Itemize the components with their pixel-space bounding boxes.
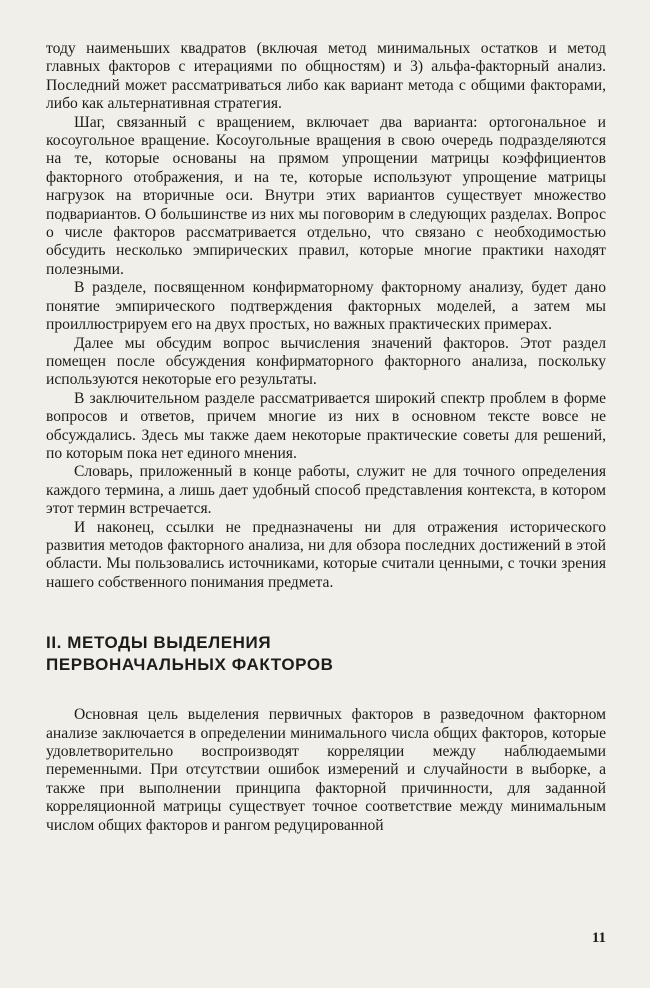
section-heading xyxy=(46,632,606,676)
page-number: 11 xyxy=(591,930,606,946)
paragraph-rotation: Шаг, связанный с вращением, включает два варианта: ортогональное и косоугольное вращение. Косоугольные вращения в свою очередь подразделяются на те, которые основаны на прямом упрощении матрицы коэффициентов факторного отображения, и на те, которые используют упрощение матрицы нагрузок на вторичные оси. Внутри этих вариантов существует множество подвариантов. О большинстве из них мы поговорим в следующих разделах. Вопрос о числе факторов рассматривается отдельно, что связано с необходимостью обсудить несколько эмпирических правил, которые многие практики находят полезными. xyxy=(46,113,606,278)
section-heading-line-2: ПЕРВОНАЧАЛЬНЫХ ФАКТОРОВ xyxy=(46,655,334,675)
paragraph-confirmatory: В разделе, посвященном конфирматорному факторному анализу, будет дано понятие эмпирического подтверждения факторных моделей, а затем мы проиллюстрируем его на двух простых, но важных практических примерах. xyxy=(46,279,606,334)
document-page xyxy=(46,40,606,835)
paragraph-factor-scores: Далее мы обсудим вопрос вычисления значений факторов. Этот раздел помещен после обсуждения конфирматорного факторного анализа, поскольку используются некоторые его результаты. xyxy=(46,334,606,389)
paragraph-extraction-goal: Основная цель выделения первичных факторов в разведочном факторном анализе заключается в определении минимального числа общих факторов, которые удовлетворительно воспроизводят корреляции между наблюдаемыми переменными. При отсутствии ошибок измерений и случайности в выборке, а также при выполнении принципа факторной причинности, для заданной корреляционной матрицы существует точное соответствие между минимальным числом общих факторов и рангом редуцированной xyxy=(46,706,606,834)
paragraph-glossary: Словарь, приложенный в конце работы, служит не для точного определения каждого термина, а лишь дает удобный способ представления контекста, в котором этот термин встречается. xyxy=(46,463,606,518)
section-heading-line-1: II. МЕТОДЫ ВЫДЕЛЕНИЯ xyxy=(46,633,272,653)
paragraph-references: И наконец, ссылки не предназначены ни для отражения исторического развития методов факторного анализа, ни для обзора последних достижений в этой области. Мы пользовались источниками, которые считали ценными, с точки зрения нашего собственного понимания предмета. xyxy=(46,518,606,591)
paragraph-final-section: В заключительном разделе рассматривается широкий спектр проблем в форме вопросов и ответов, причем многие из них в основном тексте вовсе не обсуждались. Здесь мы также даем некоторые практические советы для решений, по которым пока нет единого мнения. xyxy=(46,389,606,462)
paragraph-methods-continuation: тоду наименьших квадратов (включая метод минимальных остатков и метод главных факторов с итерациями по общностям) и 3) альфа-факторный анализ. Последний может рассматриваться либо как вариант метода с общими факторами, либо как альтернативная стратегия. xyxy=(46,40,606,113)
